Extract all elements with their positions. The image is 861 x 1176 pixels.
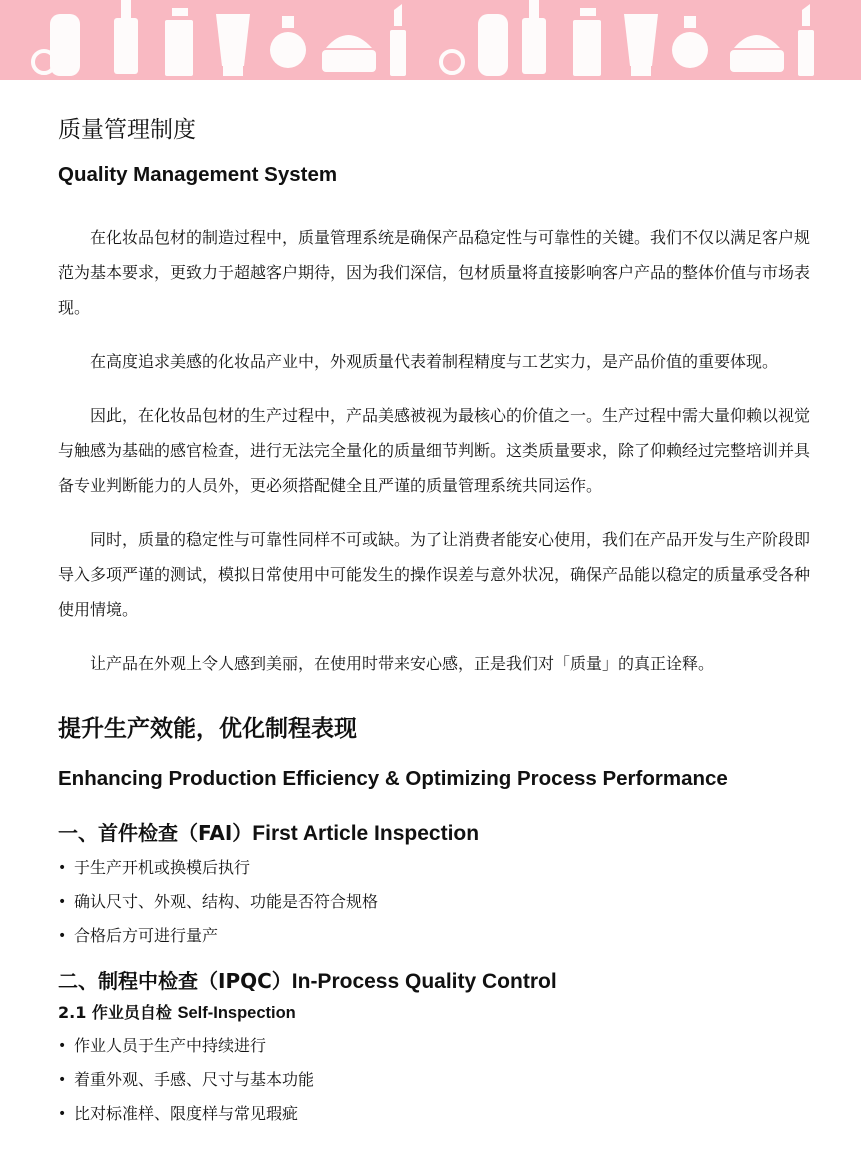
cream-jar-icon: [730, 35, 784, 72]
cream-jar-icon: [322, 35, 376, 72]
fai-heading-cn: 一、首件检查（FAI）: [58, 821, 253, 845]
pump-bottle-icon: [573, 8, 601, 76]
ipqc-heading: [58, 965, 810, 997]
paragraph: 在化妆品包材的制造过程中，质量管理系统是确保产品稳定性与可靠性的关键。我们不仅以满足客户规范为基本要求，更致力于超越客户期待，因为我们深信，包材质量将直接影响客户产品的整体价值与市场表现。: [58, 228, 811, 317]
cosmetics-pattern: [0, 0, 861, 80]
list-item: • 于生产开机或换模后执行: [58, 851, 810, 885]
self-inspection-list: [58, 1029, 810, 1131]
paragraph: 同时，质量的稳定性与可靠性同样不可或缺。为了让消费者能安心使用，我们在产品开发与生产阶段即导入多项严谨的测试，模拟日常使用中可能发生的操作误差与意外状况，确保产品能以稳定的质量承受各种使用情境。: [58, 530, 811, 619]
pump-bottle-icon: [165, 8, 193, 76]
tube-icon: [624, 14, 658, 76]
document-body: [58, 112, 810, 1131]
efficiency-section: [58, 710, 810, 1131]
round-bottle-icon: [270, 16, 306, 68]
efficiency-title-en: Enhancing Production Efficiency & Optimizing Process Performance: [58, 767, 728, 790]
list-item: • 着重外观、手感、尺寸与基本功能: [58, 1063, 810, 1097]
lipstick-icon: [390, 4, 406, 76]
jar-icon: [441, 14, 508, 76]
list-item: • 作业人员于生产中持续进行: [58, 1029, 810, 1063]
list-item: • 比对标准样、限度样与常见瑕疵: [58, 1097, 810, 1131]
list-item: • 确认尺寸、外观、结构、功能是否符合规格: [58, 885, 810, 919]
jar-icon: [33, 14, 80, 76]
intro-paragraphs: [58, 220, 810, 681]
ipqc-section: [58, 965, 810, 1131]
dropper-bottle-icon: [522, 0, 546, 74]
paragraph: 因此，在化妆品包材的生产过程中，产品美感被视为最核心的价值之一。生产过程中需大量仰赖以视觉与触感为基础的感官检查，进行无法完全量化的质量细节判断。这类质量要求，除了仰赖经过完整培训并具备专业判断能力的人员外，更必须搭配健全且严谨的质量管理系统共同运作。: [58, 406, 811, 495]
paragraph: 在高度追求美感的化妆品产业中，外观质量代表着制程精度与工艺实力，是产品价值的重要体现。: [90, 352, 779, 371]
self-inspection-heading-cn: 2.1 作业员自检: [58, 1003, 172, 1022]
list-item: • 合格后方可进行量产: [58, 919, 810, 953]
decorative-banner: [0, 0, 861, 80]
ipqc-heading-en: In-Process Quality Control: [291, 970, 557, 993]
fai-heading-en: First Article Inspection: [252, 822, 480, 845]
paragraph: 让产品在外观上令人感到美丽，在使用时带来安心感，正是我们对「质量」的真正诠释。: [90, 654, 715, 673]
efficiency-title-cn: 提升生产效能，优化制程表现: [58, 716, 357, 742]
self-inspection-heading-en: Self-Inspection: [177, 1004, 296, 1022]
round-bottle-icon: [672, 16, 708, 68]
ipqc-heading-cn: 二、制程中检查（IPQC）: [58, 969, 292, 993]
dropper-bottle-icon: [114, 0, 138, 74]
section-title-cn: 质量管理制度: [58, 117, 196, 143]
fai-section: [58, 817, 810, 953]
tube-icon: [216, 14, 250, 76]
fai-heading: [58, 817, 810, 849]
self-inspection-heading: [58, 1000, 810, 1026]
section-title-en: Quality Management System: [58, 163, 338, 186]
lipstick-icon: [798, 4, 814, 76]
fai-list: [58, 851, 810, 953]
